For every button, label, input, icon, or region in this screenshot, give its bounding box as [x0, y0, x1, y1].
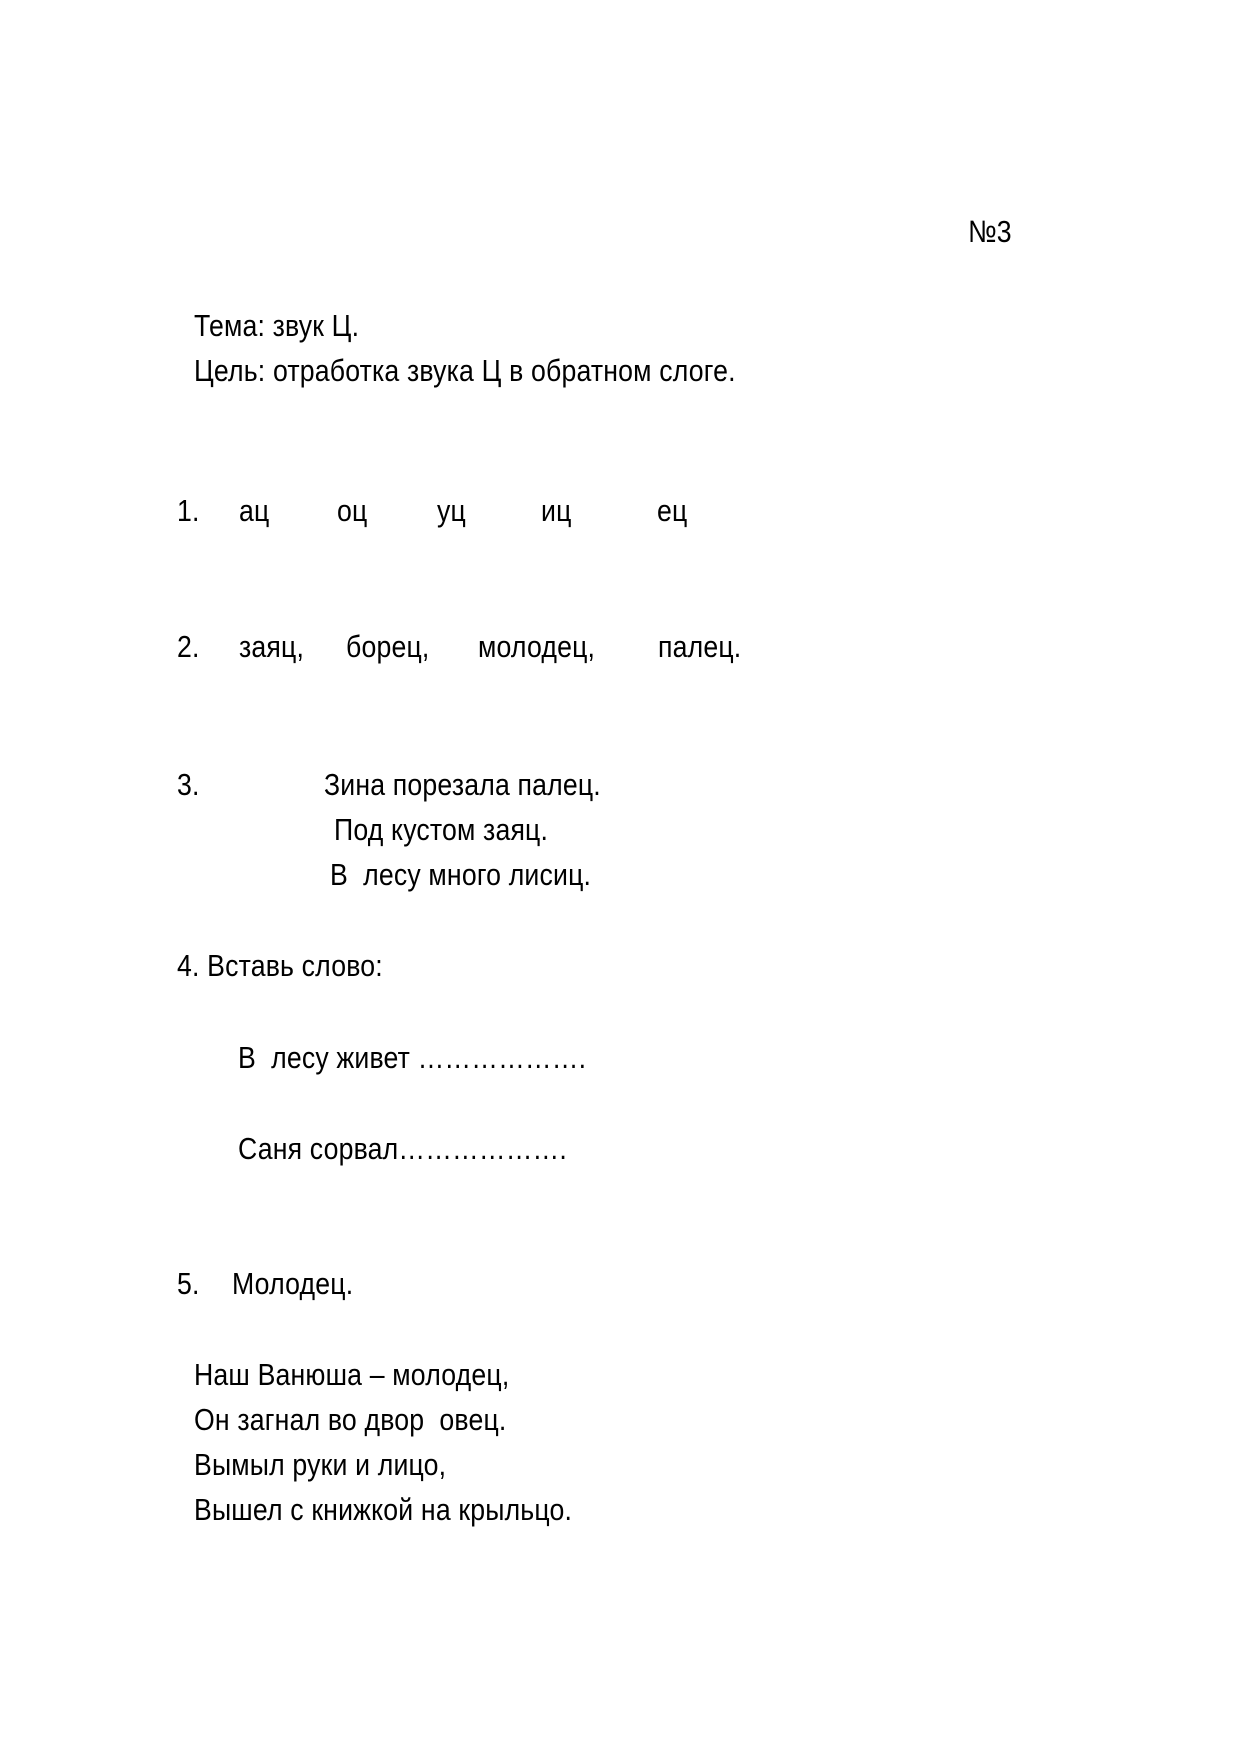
sentence: Под кустом заяц.: [334, 812, 549, 847]
fill-in-sentence: В лесу живет ……………….: [238, 1040, 587, 1075]
word: палец.: [658, 629, 742, 664]
exercise-1-number: 1.: [177, 493, 200, 528]
sentence: Зина порезала палец.: [324, 767, 601, 802]
word: молодец,: [478, 629, 596, 664]
syllable: уц: [437, 493, 466, 528]
document-number: №3: [968, 214, 1012, 249]
sentence: В лесу много лисиц.: [330, 857, 592, 892]
word: заяц,: [239, 629, 305, 664]
word: борец,: [346, 629, 430, 664]
syllable: иц: [541, 493, 572, 528]
poem-line: Он загнал во двор овец.: [194, 1402, 507, 1437]
poem-line: Вышел с книжкой на крыльцо.: [194, 1492, 573, 1527]
syllable: ец: [657, 493, 688, 528]
fill-in-sentence: Саня сорвал……………….: [238, 1131, 567, 1166]
exercise-5-number: 5.: [177, 1266, 200, 1301]
exercise-4-heading: 4. Вставь слово:: [177, 948, 383, 983]
syllable: ац: [239, 493, 270, 528]
goal-line: Цель: отработка звука Ц в обратном слоге.: [194, 353, 736, 388]
poem-line: Наш Ванюша – молодец,: [194, 1357, 510, 1392]
poem-line: Вымыл руки и лицо,: [194, 1447, 447, 1482]
exercise-2-number: 2.: [177, 629, 200, 664]
syllable: оц: [337, 493, 368, 528]
poem-title: Молодец.: [232, 1266, 354, 1301]
exercise-3-number: 3.: [177, 767, 200, 802]
topic-line: Тема: звук Ц.: [194, 308, 360, 343]
